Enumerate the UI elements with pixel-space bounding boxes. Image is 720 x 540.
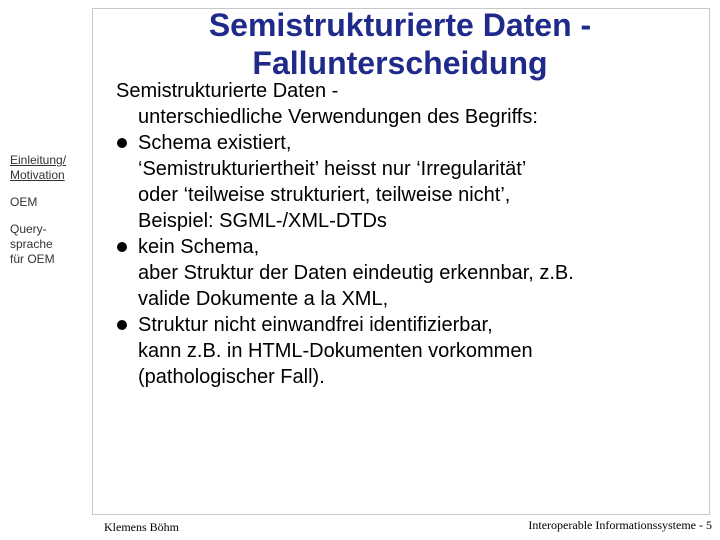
frame-line-left xyxy=(92,8,93,514)
nav-item-einleitung-motivation[interactable] xyxy=(10,153,88,183)
slide-body xyxy=(116,78,686,390)
slide-title-line: Semistrukturierte Daten - xyxy=(208,7,592,43)
bullet-dot-icon xyxy=(117,242,127,252)
bullet-line: Beispiel: SGML-/XML-DTDs xyxy=(138,210,387,232)
slide-title-line: Fallunterscheidung xyxy=(252,45,548,81)
frame-line-bottom xyxy=(92,514,710,515)
bullet-dot-icon xyxy=(117,138,127,148)
bullet-line: Schema existiert, xyxy=(138,132,292,154)
intro-line: unterschiedliche Verwendungen des Begriffs: xyxy=(138,106,538,128)
frame-line-right xyxy=(709,8,710,514)
bullet-item-struktur-nicht-identifizierbar xyxy=(116,312,686,390)
bullet-line: aber Struktur der Daten eindeutig erkennbar, z.B. xyxy=(138,262,574,284)
bullet-dot-icon xyxy=(117,320,127,330)
nav-item-label-line: OEM xyxy=(10,195,38,209)
section-navigation xyxy=(10,153,88,279)
nav-item-label-line: sprache xyxy=(10,237,53,251)
bullet-line: ‘Semistrukturiertheit’ heisst nur ‘Irregularität’ xyxy=(138,158,527,180)
footer-course-page: Interoperable Informationssysteme - 5 xyxy=(528,518,712,532)
bullet-line: valide Dokumente a la XML, xyxy=(138,288,389,310)
nav-item-label-line: für OEM xyxy=(10,252,55,266)
nav-item-oem[interactable] xyxy=(10,195,88,210)
nav-item-label-line: Query- xyxy=(10,222,47,236)
footer-author: Klemens Böhm xyxy=(104,520,179,534)
bullet-line: oder ‘teilweise strukturiert, teilweise nicht’, xyxy=(138,184,511,206)
nav-item-querysprache-fuer-oem[interactable] xyxy=(10,222,88,267)
bullet-item-schema-existiert xyxy=(116,130,686,234)
slide-title xyxy=(120,6,680,82)
bullet-line: kann z.B. in HTML-Dokumenten vorkommen xyxy=(138,340,533,362)
bullet-line: kein Schema, xyxy=(138,236,260,258)
bullet-list xyxy=(116,130,686,390)
nav-item-label-line: Einleitung/ xyxy=(10,153,67,167)
bullet-line: (pathologischer Fall). xyxy=(138,366,325,388)
bullet-line: Struktur nicht einwandfrei identifizierbar, xyxy=(138,314,493,336)
nav-item-label-line: Motivation xyxy=(10,168,65,182)
bullet-item-kein-schema xyxy=(116,234,686,312)
intro-line: Semistrukturierte Daten - xyxy=(116,80,339,102)
